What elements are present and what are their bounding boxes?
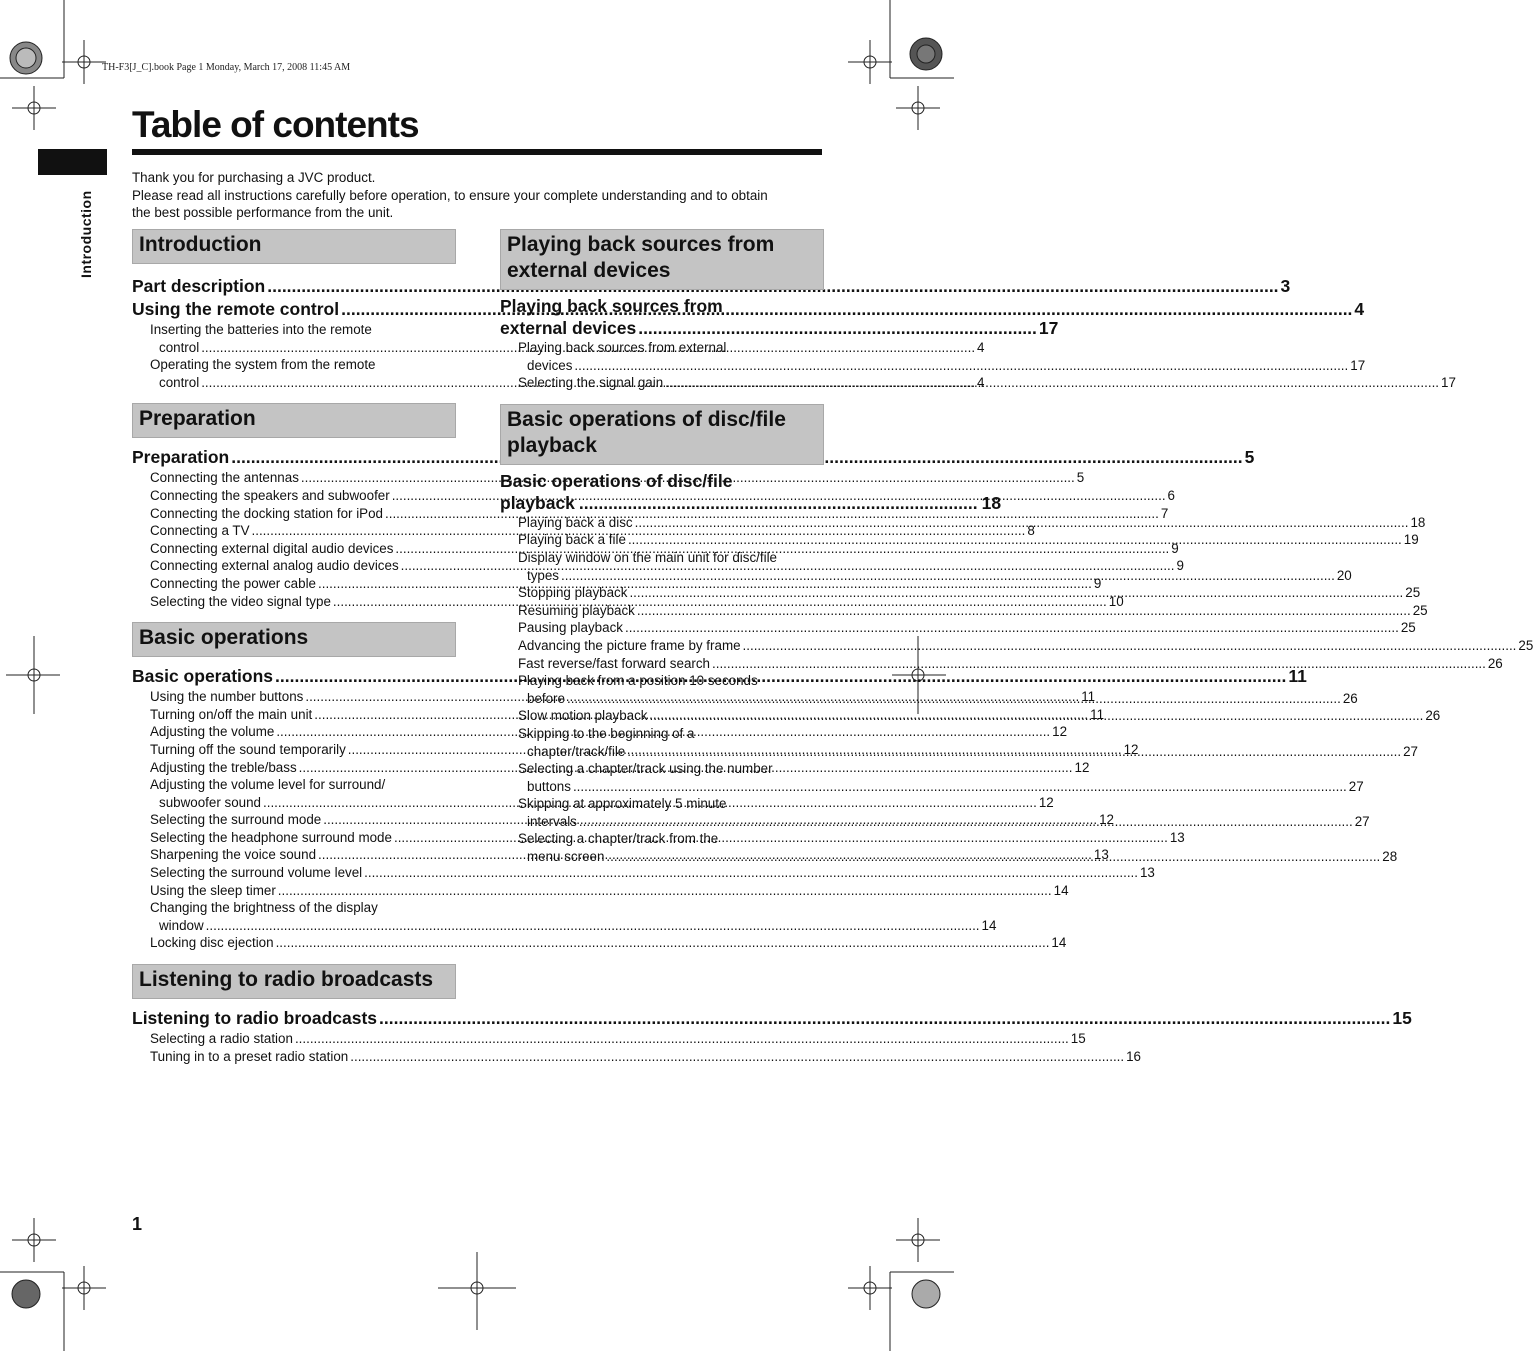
title-rule [132,149,822,155]
page-title: Table of contents [132,104,419,145]
toc-sub-entry[interactable]: Selecting the surround mode ..... 12 [150,811,450,829]
toc-sub-entry[interactable]: Selecting the headphone surround mode ..... 13 [150,829,450,847]
toc-sub-entry[interactable]: Connecting external analog audio devices ..... 9 [150,557,450,575]
toc-sub-entry[interactable]: Connecting the power cable ..... 9 [150,575,450,593]
toc-sub-entry[interactable]: Skipping to the beginning of a chapter/track/file ..... 27 [518,725,818,760]
side-section-label: Introduction [78,190,94,278]
intro-line: the best possible performance from the unit. [132,205,394,220]
toc-sub-entry[interactable]: Fast reverse/fast forward search ..... 26 [518,655,818,673]
toc-sub-entry[interactable]: Tuning in to a preset radio station ..... 16 [150,1048,450,1066]
toc-main-entry[interactable]: Preparation ..... 5 [132,446,456,469]
toc-sub-entry[interactable]: Operating the system from the remote control ..... 4 [132,356,456,391]
toc-sub-entry[interactable]: Playing back a disc ..... 18 [518,514,818,532]
section-heading-preparation: Preparation [132,403,456,438]
toc-sub-entry[interactable]: Stopping playback ..... 25 [518,584,818,602]
toc-sub-entry[interactable]: Connecting the antennas ..... 5 [150,469,450,487]
toc-sub-entry[interactable]: Adjusting the treble/bass ..... 12 [150,759,450,777]
section-heading-external: Playing back sources from external devices [500,229,824,290]
page-number: 1 [132,1214,143,1234]
toc-sub-entry[interactable]: Selecting the signal gain ..... 17 [518,374,818,392]
toc-sub-entry[interactable]: Skipping at approximately 5 minute intervals ..... 27 [518,795,818,830]
toc-sub-entry[interactable]: Slow motion playback ..... 26 [518,707,818,725]
toc-sub-entry[interactable]: Turning off the sound temporarily ..... 12 [150,741,450,759]
toc-sub-entry[interactable]: Resuming playback ..... 25 [518,602,818,620]
toc-sub-entry[interactable]: Pausing playback ..... 25 [518,619,818,637]
toc-sub-entry[interactable]: Playing back sources from external devices ..... 17 [518,339,818,374]
toc-main-entry[interactable]: Using the remote control ..... 4 [132,298,456,321]
section-heading-introduction: Introduction [132,229,456,264]
section-heading-disc-file: Basic operations of disc/file playback [500,404,824,465]
toc-sub-entry[interactable]: Display window on the main unit for disc/file types ..... 20 [518,549,818,584]
toc-sub-entry[interactable]: Changing the brightness of the display window ..... 14 [150,899,450,934]
toc-sub-entry[interactable]: Adjusting the volume ..... 12 [150,723,450,741]
toc-sub-entry[interactable]: Selecting a chapter/track from the menu screen ..... 28 [518,830,818,865]
toc-sub-entry[interactable]: Locking disc ejection ..... 14 [150,934,450,952]
toc-sub-entry[interactable]: Playing back from a position 10 seconds before ..... 26 [518,672,818,707]
toc-sub-entry[interactable]: Using the sleep timer ..... 14 [150,882,450,900]
print-slug: TH-F3[J_C].book Page 1 Monday, March 17, 2008 11:45 AM [102,62,351,73]
toc-main-entry[interactable]: Playing back sources from external devices .................................................................................. 17 [500,296,1059,338]
toc-main-entry[interactable]: Basic operations of disc/file playback .................................................................................. 18 [500,470,1002,513]
toc-sub-entry[interactable]: Connecting the docking station for iPod ..... 7 [150,505,450,523]
toc-sub-entry[interactable]: Turning on/off the main unit ..... 11 [150,706,450,724]
toc-sub-entry[interactable]: Selecting the video signal type ..... 10 [150,593,450,611]
toc-sub-entry[interactable]: Selecting a radio station ..... 15 [150,1030,450,1048]
toc-sub-entry[interactable]: Advancing the picture frame by frame ..... 25 [518,637,818,655]
section-heading-basic-operations: Basic operations [132,622,456,657]
toc-sub-entry[interactable]: Adjusting the volume level for surround/ subwoofer sound ..... 12 [150,776,450,811]
toc-sub-list [132,1030,1142,1065]
toc-main-entry[interactable]: Part description ..... 3 [132,275,456,298]
toc-sub-entry[interactable]: Playing back a file ..... 19 [518,531,818,549]
toc-sub-entry[interactable]: Sharpening the voice sound ..... 13 [150,846,450,864]
intro-line: Thank you for purchasing a JVC product. [132,170,376,185]
toc-main-entry[interactable]: Basic operations ..... 11 [132,665,456,688]
toc-sub-entry[interactable]: Selecting the surround volume level ..... 13 [150,864,450,882]
toc-sub-entry[interactable]: Connecting external digital audio devices ..... 9 [150,540,450,558]
toc-sub-entry[interactable]: Selecting a chapter/track using the number buttons ..... 27 [518,760,818,795]
intro-text [132,169,832,222]
toc-sub-entry[interactable]: Using the number buttons ..... 11 [150,688,450,706]
toc-sub-entry[interactable]: Connecting the speakers and subwoofer ..... 6 [150,487,450,505]
section-heading-radio: Listening to radio broadcasts [132,964,456,999]
toc-sub-entry[interactable]: Inserting the batteries into the remote control ..... 4 [132,321,456,356]
section-tab-marker [38,149,107,175]
toc-main-entry[interactable]: Listening to radio broadcasts ..... 15 [132,1007,456,1030]
toc-sub-entry[interactable]: Connecting a TV ..... 8 [150,522,450,540]
intro-line: Please read all instructions carefully before operation, to ensure your complete understanding and to obtain [132,187,768,203]
